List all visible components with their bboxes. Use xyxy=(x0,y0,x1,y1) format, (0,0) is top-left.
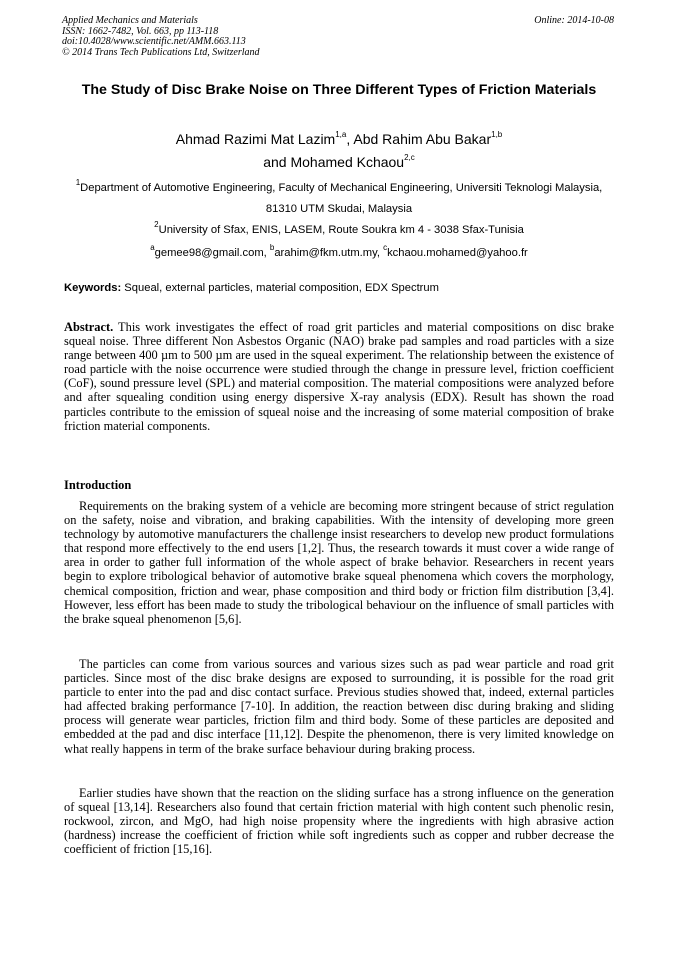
journal-header xyxy=(62,16,614,58)
section-heading-introduction: Introduction xyxy=(64,478,132,492)
author-superscript: 1,a xyxy=(335,130,347,140)
author-superscript: 2,c xyxy=(404,153,415,163)
affiliation-marker: 1 xyxy=(75,178,81,188)
email-address: arahim@fkm.utm.my, xyxy=(274,247,384,259)
author-name: Ahmad Razimi Mat Lazim xyxy=(175,131,336,147)
keywords xyxy=(64,281,614,295)
author-conjunction: and xyxy=(263,154,291,170)
email-line xyxy=(60,243,618,264)
affiliation-text: Department of Automotive Engineering, Faculty of Mechanical Engineering, Universiti Teknologi Malaysia, 81310 UTM Skudai, Malaysia xyxy=(80,182,603,215)
intro-paragraph-1: Requirements on the braking system of a vehicle are becoming more stringent because of strict regulation on the safety, noise and vibration, and braking capabilities. With the intensity of developing more green technology by automotive manufacturers the challenge insist researchers to develop new product formulations that respond more effectively to the end users [1,2]. Thus, the research towards it must cover a wide range of area in order to gather full information of the whole aspect of brake behavior. Researchers in recent years begin to explore tribological behavior of automotive brake squeal phenomena which covers the morphology, chemical composition, friction and wear, phase composition and third body or friction film distribution [3,4]. However, less effort has been made to study the tribological behaviour on the influence of small particles with the brake squeal phenomenon [5,6]. xyxy=(64,499,614,626)
affiliation-marker: 2 xyxy=(154,220,159,230)
email-address: kchaou.mohamed@yahoo.fr xyxy=(387,247,528,259)
author-list xyxy=(60,128,618,174)
author-name: Mohamed Kchaou xyxy=(290,154,405,170)
intro-paragraph-2: The particles can come from various sources and various sizes such as pad wear particle and road grit particles. Since most of the disc brake designs are exposed to surrounding, it is possible for the road grit particle to enter into the pad and disc contact surface. Previous studies showed that, indeed, external particles had affected braking performance [7-10]. In addition, the reaction between disc during braking and sliding process will generate wear particles, friction film and third body. Some of these particles are deposited and embedded at the pad and disc interface [11,12]. Despite the phenomenon, there is very limited knowledge on what really happens in term of the brake surface behaviour during braking process. xyxy=(64,657,614,756)
email-marker: c xyxy=(383,243,388,253)
affiliation-1 xyxy=(60,178,618,220)
paper-title: The Study of Disc Brake Noise on Three Different Types of Friction Materials xyxy=(81,82,597,98)
affiliation-2 xyxy=(60,220,618,241)
email-marker: b xyxy=(269,243,275,253)
keywords-text: Squeal, external particles, material composition, EDX Spectrum xyxy=(121,282,439,294)
abstract-label: Abstract. xyxy=(64,320,114,334)
online-date: Online: 2014-10-08 xyxy=(534,15,614,26)
email-marker: a xyxy=(150,243,155,253)
copyright-line: © 2014 Trans Tech Publications Ltd, Switzerland xyxy=(62,46,260,58)
affiliation-text: University of Sfax, ENIS, LASEM, Route Soukra km 4 - 3038 Sfax-Tunisia xyxy=(158,224,524,236)
author-name: Abd Rahim Abu Bakar xyxy=(353,131,492,147)
abstract xyxy=(64,320,614,433)
issn-line: ISSN: 1662-7482, Vol. 663, pp 113-118 xyxy=(62,25,219,37)
doi-line: doi:10.4028/www.scientific.net/AMM.663.113 xyxy=(62,36,246,48)
keywords-label: Keywords: xyxy=(64,282,122,294)
intro-paragraph-3: Earlier studies have shown that the reaction on the sliding surface has a strong influence on the generation of squeal [13,14]. Researchers also found that certain friction material with high content such phenolic resin, rockwool, zircon, and MgO, had high noise propensity where the ingredients with high abrasive action (hardness) increase the coefficient of friction while soft ingredients such as copper and rubber decrease the coefficient of friction [15,16]. xyxy=(64,786,614,857)
author-separator: , xyxy=(346,131,354,147)
author-superscript: 1,b xyxy=(491,130,503,140)
abstract-text: This work investigates the effect of road grit particles and material compositions on disc brake squeal noise. Three different Non Asbestos Organic (NAO) brake pad samples and road particles with a size range between 400 µm to 500 µm are used in the squeal experiment. The relationship between the existence of road particle with the noise occurrence were studied through the change in pressure level, friction coefficient (CoF), sound pressure level (SPL) and material composition. The material compositions were analyzed before and after squealing condition using energy dispersive X-ray analysis (EDX). Result has shown the road particles contribute to the emission of squeal noise and the increasing of some material composition of brake friction material components. xyxy=(64,320,614,433)
journal-name: Applied Mechanics and Materials xyxy=(62,15,198,26)
email-address: gemee98@gmail.com, xyxy=(154,247,270,259)
